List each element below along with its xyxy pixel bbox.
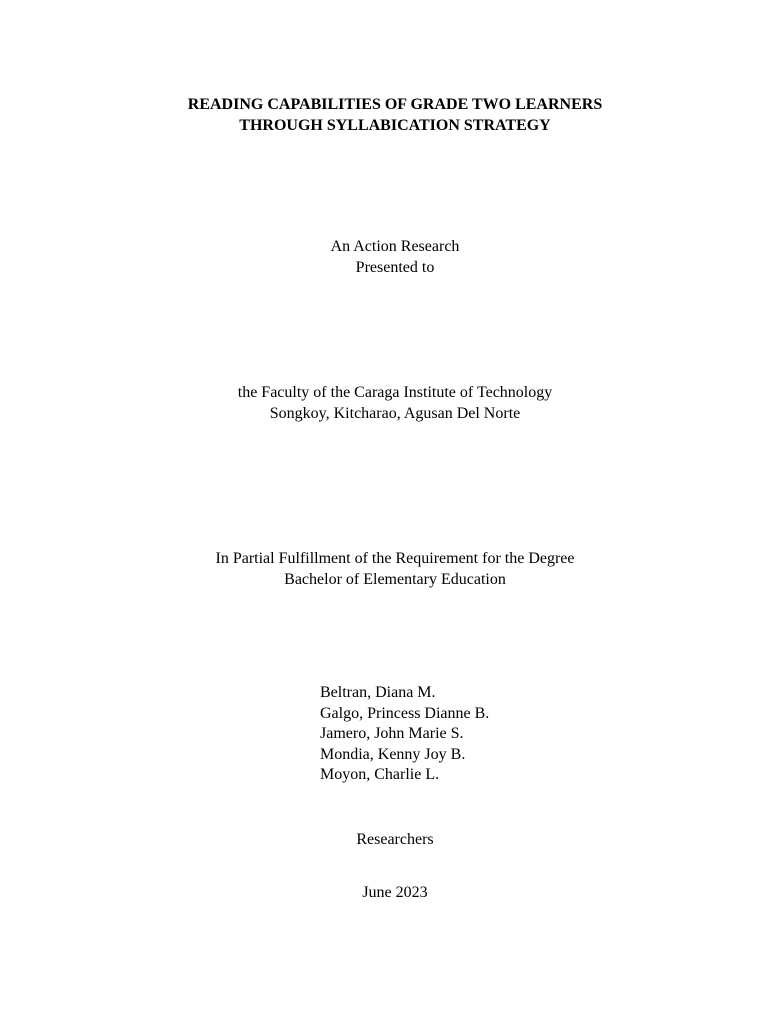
fulfillment-line-2: Bachelor of Elementary Education [284,571,506,588]
author-name: Jamero, John Marie S. [320,725,464,742]
fulfillment-line-1: In Partial Fulfillment of the Requirement for the Degree [215,550,575,567]
fulfillment-block [0,548,768,590]
document-title [0,94,768,136]
presentation-line-1: An Action Research [330,238,460,255]
author-name: Beltran, Diana M. [320,684,436,701]
researchers-label: Researchers [356,831,434,848]
author-name: Galgo, Princess Dianne B. [320,704,490,722]
title-line-1: READING CAPABILITIES OF GRADE TWO LEARNERS [187,96,603,113]
institution-line-1: the Faculty of the Caraga Institute of Technology [237,384,553,401]
author-name: Moyon, Charlie L. [320,766,440,783]
presentation-line-2: Presented to [355,259,435,276]
institution-block [0,382,768,424]
document-date: June 2023 [362,884,428,901]
author-list [320,683,489,786]
presentation-block [0,236,768,278]
author-name: Mondia, Kenny Joy B. [320,745,466,763]
title-line-2: THROUGH SYLLABICATION STRATEGY [239,117,551,134]
institution-line-2: Songkoy, Kitcharao, Agusan Del Norte [269,405,521,422]
